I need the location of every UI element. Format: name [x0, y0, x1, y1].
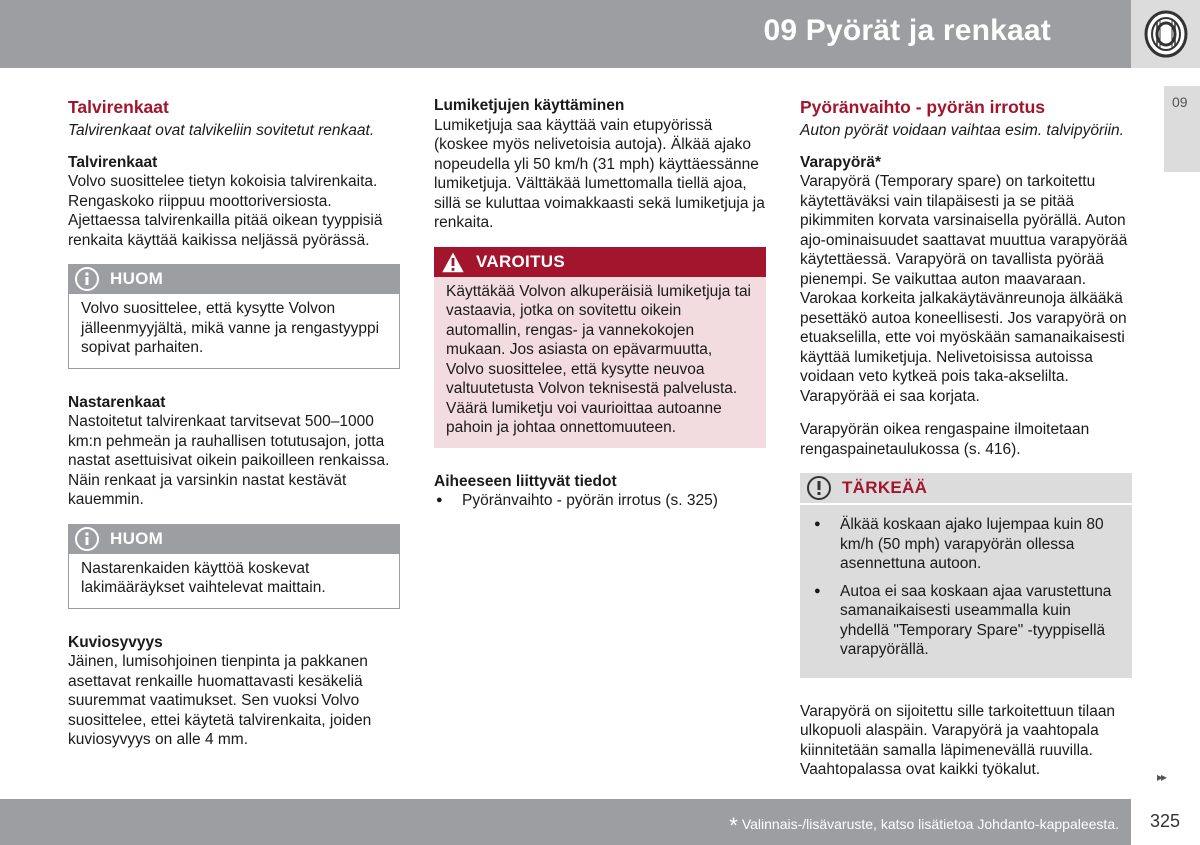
chapter-title: 09 Pyörät ja renkaat — [763, 14, 1051, 47]
note-header — [68, 264, 400, 294]
paragraph-snow-chains: Lumiketjuja saa käyttää vain etupyörissä (koskee myös nelivetoisia autoja). Älkää ajako nopeudella yli 50 km/h (31 mph) käyttäessänne lumiketjuja. Välttäkää lumettomalla tiellä ajoa, sillä se kuluttaa voimakkaasti sekä lumiketjuja ja renkaita. — [434, 116, 765, 231]
warning-header — [434, 247, 766, 277]
tire-icon — [1143, 10, 1189, 58]
section-intro: Talvirenkaat ovat talvikeliin sovitetut renkaat. — [68, 122, 375, 139]
subheading-spare-wheel: Varapyörä* — [800, 153, 881, 171]
info-icon — [72, 264, 102, 294]
column-right — [800, 96, 1132, 794]
important-box — [800, 473, 1132, 678]
header-bar — [0, 0, 1131, 68]
list-item: ● Autoa ei saa koskaan ajaa varustettuna samanaikaisesti useammalla kuin yhdellä "Temporary Spare" -tyyppisellä varapyörällä. — [812, 582, 1120, 660]
page-number: 325 — [1150, 811, 1181, 831]
chapter-icon-box — [1131, 0, 1200, 68]
footer-bar — [0, 799, 1131, 845]
next-page-arrows[interactable]: ▸▸ — [1157, 770, 1166, 784]
section-intro: Auton pyörät voidaan vaihtaa esim. talvipyöriin. — [800, 122, 1124, 139]
info-icon — [72, 524, 102, 554]
footnote-star: * — [729, 813, 738, 838]
page-number-box — [1131, 799, 1200, 845]
section-heading-wheel-change: Pyöränvaihto - pyörän irrotus — [800, 97, 1046, 117]
subheading-winter-tires: Talvirenkaat — [68, 153, 158, 171]
subheading-tread-depth: Kuviosyvyys — [68, 633, 163, 651]
exclamation-icon — [804, 473, 834, 503]
note-text: Nastarenkaiden käyttöä koskevat lakimääräykset vaihtelevat maittain. — [68, 554, 400, 609]
paragraph-spare-location: Varapyörä on sijoitettu sille tarkoitettuun tilaan ulkopuoli alaspäin. Varapyörä ja vaahtopala kiinnitetään samalla läpimenevällä ruuvilla. Vaahtopalassa ovat kaikki työkalut. — [800, 702, 1116, 778]
paragraph-spare-pressure: Varapyörän oikea rengaspaine ilmoitetaan rengaspainetaulukossa (s. 416). — [800, 421, 1090, 458]
note-header — [68, 524, 400, 554]
paragraph-winter-tires: Volvo suosittelee tietyn kokoisia talvirenkaita. Rengaskoko riippuu moottoriversiosta. Ajettaessa talvirenkailla pitää oikean tyyppisiä renkaita käyttää kaikissa neljässä pyörässä. — [68, 173, 383, 249]
warning-text: Käyttäkää Volvon alkuperäisiä lumiketjuja tai vastaavia, jotka on sovitettu oikein automallin, rengas- ja vannekokojen mukaan. Jos asiasta on epävarmuutta, Volvo suosittelee, että kysytte neuvoa valtuutetusta Volvon teknisestä palvelusta. Väärä lumiketju voi vaurioittaa autoanne pahoin ja johtaa onnettomuuteen. — [434, 277, 766, 448]
chapter-side-tab[interactable] — [1164, 86, 1200, 172]
note-text: Volvo suosittelee, että kysytte Volvon jälleenmyyjältä, mikä vanne ja rengastyyppi sopivat parhaiten. — [68, 294, 400, 369]
important-label: TÄRKEÄÄ — [842, 478, 928, 498]
warning-box — [434, 247, 766, 448]
warning-triangle-icon — [438, 247, 468, 277]
subheading-snow-chains: Lumiketjujen käyttäminen — [434, 97, 625, 114]
paragraph-studded-tires: Nastoitetut talvirenkaat tarvitsevat 500–1000 km:n pehmeän ja rauhallisen totutusajon, jotta nastat asettuisivat oikein paikoilleen renkaissa. Näin renkaat ja varsinkin nastat kestävät kauemmin. — [68, 413, 390, 508]
subheading-studded-tires: Nastarenkaat — [68, 393, 166, 411]
section-heading-winter-tires: Talvirenkaat — [68, 97, 169, 117]
important-header — [800, 473, 1132, 503]
subheading-related-info: Aiheeseen liittyvät tiedot — [434, 472, 617, 490]
related-list — [434, 491, 766, 511]
note-label: HUOM — [110, 269, 164, 289]
footnote — [729, 813, 1119, 839]
column-left — [68, 96, 400, 764]
note-box — [68, 524, 400, 609]
footnote-text: Valinnais-/lisävaruste, katso lisätietoa Johdanto-kappaleesta. — [741, 816, 1119, 832]
note-label: HUOM — [110, 528, 164, 548]
important-body — [800, 503, 1132, 678]
related-link[interactable]: ● Pyöränvaihto - pyörän irrotus (s. 325) — [434, 491, 766, 511]
paragraph-tread-depth: Jäinen, lumisohjoinen tienpinta ja pakkanen asettavat renkaille huomattavasti kesäkeliä suuremmat vaatimukset. Sen vuoksi Volvo suosittelee, ettei käytetä talvirenkaita, joiden kuviosyvyys on alle 4 mm. — [68, 653, 372, 748]
important-list — [812, 515, 1120, 660]
list-item: ● Älkää koskaan ajako lujempaa kuin 80 km/h (50 mph) varapyörän ollessa asennettuna autoon. — [812, 515, 1120, 574]
warning-label: VAROITUS — [476, 251, 565, 271]
column-middle — [434, 96, 766, 517]
side-tab-label: 09 — [1172, 94, 1188, 110]
paragraph-spare-wheel: Varapyörä (Temporary spare) on tarkoitettu käytettäväksi vain tilapäisesti ja se pitää pikimmiten korvata varsinaisella pyörällä. Auton ajo-ominaisuudet saattavat muuttua varapyörää käytettäessä. Varapyörä on tavallista pyörää pienempi. Se vaikuttaa auton maavaraan. Varokaa korkeita jalkakäytävänreunoja älkääkä pesettäkö autoa koneellisesti. Jos varapyörä on etuakselilla, ette voi myöskään samanaikaisesti käyttää lumiketjuja. Nelivetoisissa autoissa voidaan veto kytkeä pois taka-akselilta. Varapyörää ei saa korjata. — [800, 173, 1128, 405]
note-box — [68, 264, 400, 369]
